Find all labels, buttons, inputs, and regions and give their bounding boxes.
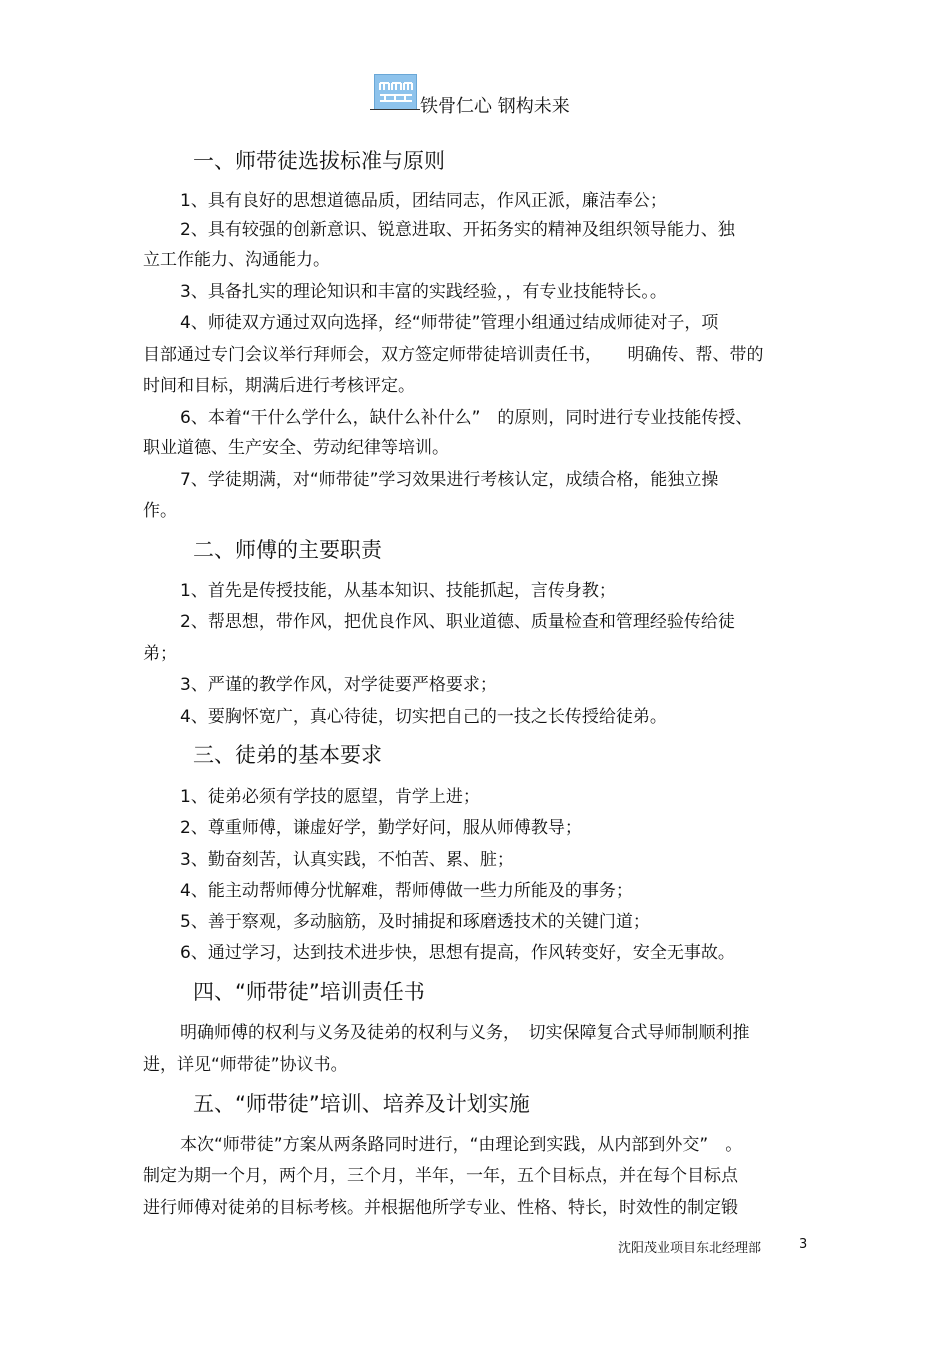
footer-department: 沈阳茂业项目东北经理部 [618, 1241, 762, 1256]
paragraph-line: 6、本着“干什么学什么，缺什么补什么” 的原则，同时进行专业技能传授、 [180, 408, 753, 428]
paragraph-line: 制定为期一个月，两个月，三个月，半年，一年，五个目标点，并在每个目标点 [143, 1166, 738, 1186]
paragraph-line: 目部通过专门会议举行拜师会，双方签定师带徒培训责任书， 明确传、帮、带的 [143, 345, 764, 365]
section-title: 五、“师带徒”培训、培养及计划实施 [193, 1092, 530, 1116]
section-title: 三、徒弟的基本要求 [193, 743, 382, 767]
paragraph-line: 7、学徒期满，对“师带徒”学习效果进行考核认定，成绩合格，能独立操 [180, 470, 719, 490]
paragraph-line: 本次“师带徒”方案从两条路同时进行，“由理论到实践，从内部到外交” 。 [180, 1135, 743, 1155]
page-number: 3 [799, 1237, 808, 1252]
paragraph-line: 3、勤奋刻苦，认真实践，不怕苦、累、脏； [180, 850, 514, 870]
paragraph-line: 进行师傅对徒弟的目标考核。并根据他所学专业、性格、特长，时效性的制定锻 [143, 1198, 738, 1218]
paragraph-line: 明确师傅的权利与义务及徒弟的权利与义务， 切实保障复合式导师制顺利推 [180, 1023, 750, 1043]
paragraph-line: 作。 [143, 501, 177, 521]
paragraph-line: 2、尊重师傅，谦虚好学，勤学好问，服从师傅教导； [180, 818, 582, 838]
header-rule [370, 109, 420, 110]
paragraph-line: 3、具备扎实的理论知识和丰富的实践经验，，有专业技能特长。。 [180, 282, 667, 302]
paragraph-line: 职业道德、生产安全、劳动纪律等培训。 [143, 438, 449, 458]
paragraph-line: 3、严谨的教学作风，对学徒要严格要求； [180, 675, 497, 695]
paragraph-line: 弟； [143, 644, 177, 664]
paragraph-line: 1、首先是传授技能，从基本知识、技能抓起，言传身教； [180, 581, 616, 601]
paragraph-line: 4、要胸怀宽广，真心待徒，切实把自己的一技之长传授给徒弟。 [180, 707, 667, 727]
paragraph-line: 4、师徒双方通过双向选择，经“师带徒”管理小组通过结成师徒对子，项 [180, 313, 719, 333]
paragraph-line: 2、具有较强的创新意识、锐意进取、开拓务实的精神及组织领导能力、独 [180, 220, 735, 240]
paragraph-line: 5、善于察观，多动脑筋，及时捕捉和琢磨透技术的关键门道； [180, 912, 650, 932]
paragraph-line: 2、帮思想，带作风，把优良作风、职业道德、质量检查和管理经验传给徒 [180, 612, 735, 632]
company-logo [374, 74, 417, 110]
section-title: 二、师傅的主要职责 [193, 538, 382, 562]
paragraph-line: 1、徒弟必须有学技的愿望，肯学上进； [180, 787, 480, 807]
header-motto: 铁骨仁心 钢构未来 [420, 96, 570, 117]
section-title: 四、“师带徒”培训责任书 [193, 980, 425, 1004]
paragraph-line: 1、具有良好的思想道德品质，团结同志，作风正派，廉洁奉公； [180, 191, 667, 211]
paragraph-line: 6、通过学习，达到技术进步快，思想有提高，作风转变好，安全无事故。 [180, 943, 735, 963]
paragraph-line: 时间和目标，期满后进行考核评定。 [143, 376, 415, 396]
paragraph-line: 4、能主动帮师傅分忧解难，帮师傅做一些力所能及的事务； [180, 881, 633, 901]
paragraph-line: 立工作能力、沟通能力。 [143, 250, 330, 270]
section-title: 一、师带徒选拔标准与原则 [193, 149, 445, 173]
paragraph-line: 进，详见“师带徒”协议书。 [143, 1055, 348, 1075]
